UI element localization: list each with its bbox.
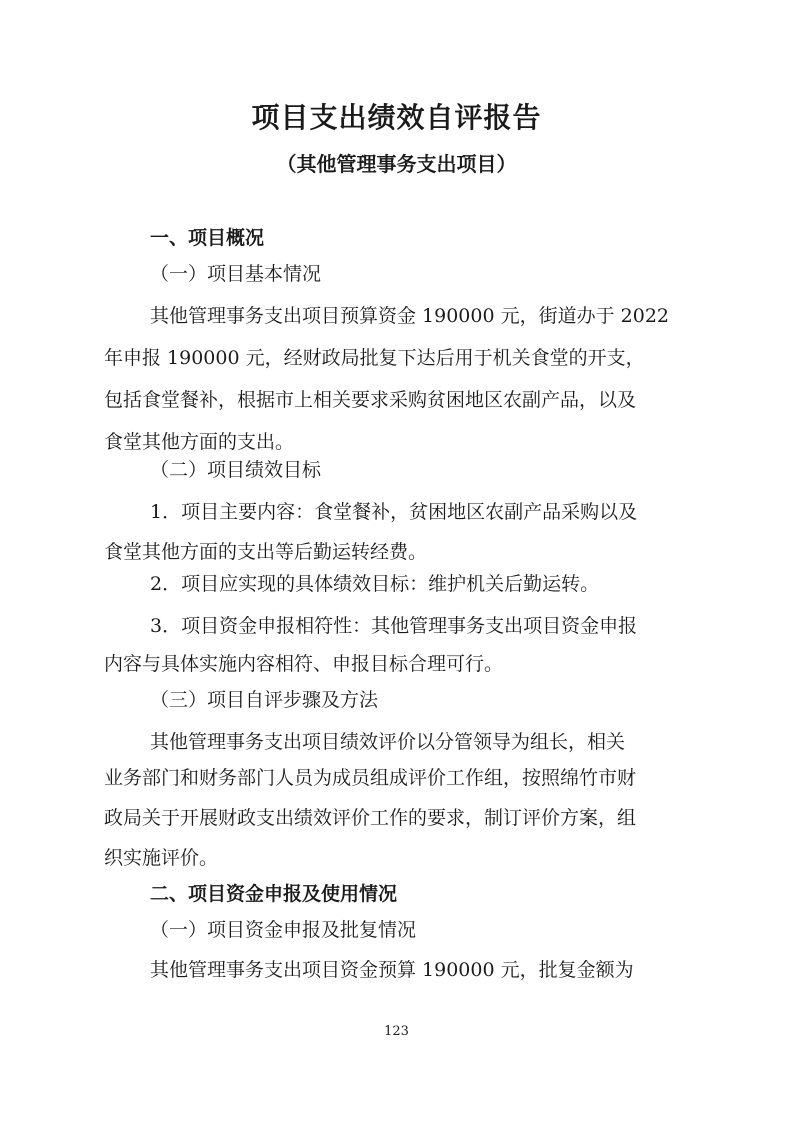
list-item-line: 3．项目资金申报相符性：其他管理事务支出项目资金申报: [150, 615, 638, 637]
paragraph-line: 其他管理事务支出项目预算资金 190000 元，街道办于 2022: [150, 305, 670, 327]
subsection-heading-2-1: （一）项目资金申报及批复情况: [150, 919, 417, 941]
document-title: 项目支出绩效自评报告: [251, 101, 542, 134]
paragraph-line: 其他管理事务支出项目绩效评价以分管领导为组长，相关: [150, 731, 626, 753]
list-item-line: 内容与具体实施内容相符、申报目标合理可行。: [104, 653, 504, 675]
page-number: 123: [384, 1024, 409, 1039]
section-heading-2: 二、项目资金申报及使用情况: [150, 883, 398, 905]
subsection-heading-1-2: （二）项目绩效目标: [150, 459, 322, 481]
paragraph-line: 业务部门和财务部门人员为成员组成评价工作组，按照绵竹市财: [104, 767, 637, 789]
paragraph-line: 年申报 190000 元，经财政局批复下达后用于机关食堂的开支，: [104, 347, 645, 369]
list-item-line: 1．项目主要内容：食堂餐补，贫困地区农副产品采购以及: [150, 501, 638, 523]
paragraph-line: 其他管理事务支出项目资金预算 190000 元，批复金额为: [150, 959, 634, 981]
document-subtitle: （其他管理事务支出项目）: [276, 152, 517, 176]
subsection-heading-1-1: （一）项目基本情况: [150, 263, 322, 285]
subsection-heading-1-3: （三）项目自评步骤及方法: [150, 689, 379, 711]
paragraph-line: 政局关于开展财政支出绩效评价工作的要求，制订评价方案，组: [104, 807, 637, 829]
paragraph-line: 织实施评价。: [104, 847, 219, 869]
paragraph-line: 包括食堂餐补，根据市上相关要求采购贫困地区农副产品，以及: [104, 389, 637, 411]
list-item-line: 食堂其他方面的支出等后勤运转经费。: [104, 541, 428, 563]
section-heading-1: 一、项目概况: [150, 227, 265, 249]
paragraph-line: 食堂其他方面的支出。: [104, 431, 295, 453]
list-item-line: 2．项目应实现的具体绩效目标：维护机关后勤运转。: [150, 573, 600, 595]
